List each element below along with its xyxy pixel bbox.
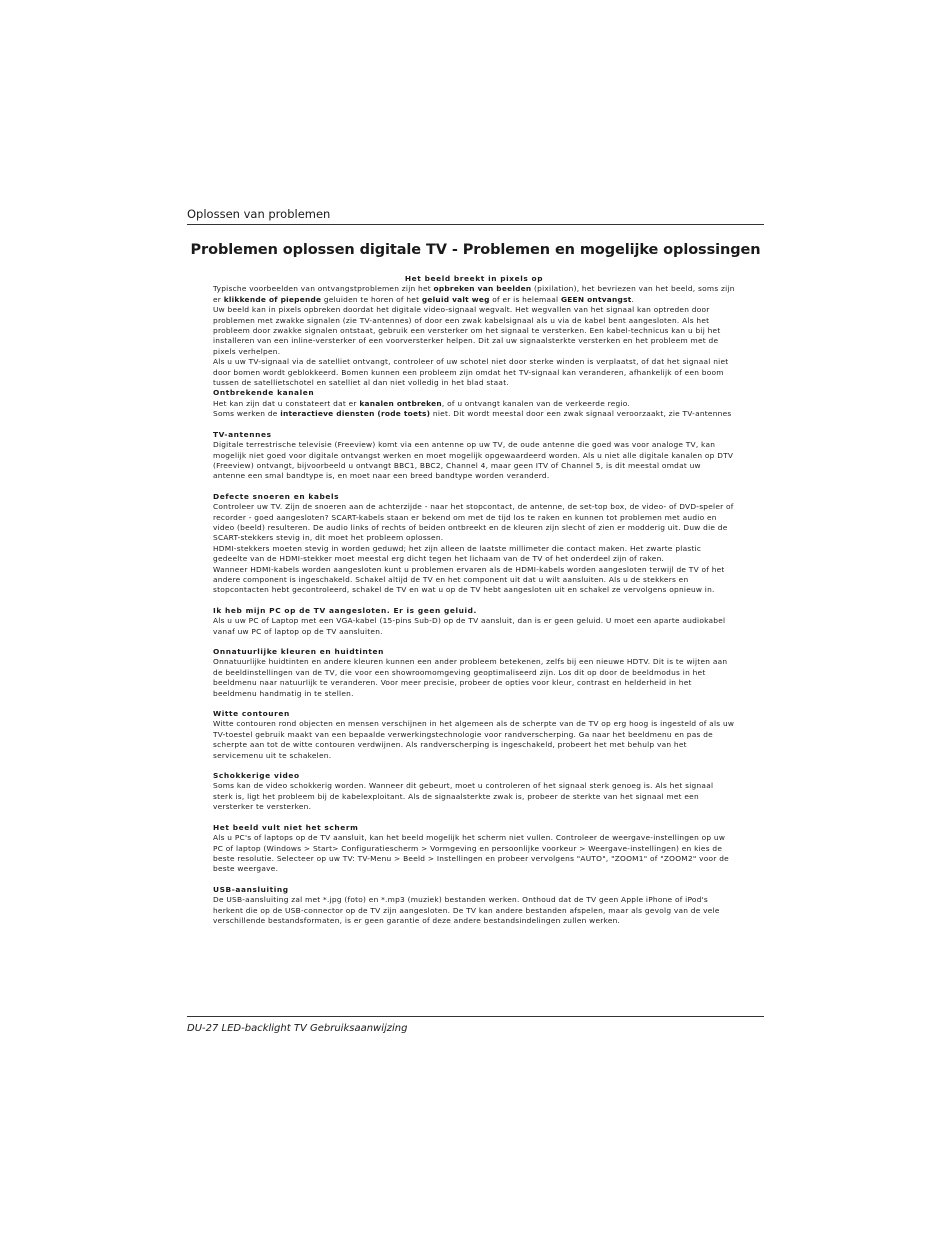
section-1 <box>213 430 735 482</box>
section-title: Defecte snoeren en kabels <box>213 491 340 501</box>
document-body <box>213 274 735 926</box>
section-paragraph: Als u PC's of laptops op de TV aansluit, kan het beeld mogelijk het scherm niet vullen. Controleer de weergave-instellingen op uw PC of laptop (Windows > Start> Configuratiescherm > Vormgeving en persoonlijke voorkeur > Weergave-instellingen) en kies de beste resolutie. Selecteer op uw TV: TV-Menu > Beeld > Instellingen en probeer vervolgens "AUTO", "ZOOM1" of "ZOOM2" voor de beste weergave. <box>213 833 729 874</box>
page-footer: DU-27 LED-backlight TV Gebruiksaanwijzing <box>187 1023 408 1034</box>
section-title: Onnatuurlijke kleuren en huidtinten <box>213 647 384 656</box>
section-title: Witte contouren <box>213 709 290 719</box>
section-paragraph: Als u uw PC of Laptop met een VGA-kabel (15-pins Sub-D) op de TV aansluit, dan is er geen geluid. U moet een aparte audiokabel vanaf uw PC of laptop op de TV aansluiten. <box>213 616 726 636</box>
section-title: USB-aansluiting <box>213 884 289 894</box>
sections-container <box>213 388 735 926</box>
section-paragraph: Soms kan de video schokkerig worden. Wanneer dit gebeurt, moet u controleren of het signaal sterk genoeg is. Als het signaal sterk is, ligt het probleem bij de kabelexploitant. Als de signaalsterkte zwak is, probeer de sterkte van het signaal met een versterker te versterken. <box>213 781 714 812</box>
section-7 <box>213 823 735 875</box>
footer-divider <box>187 1016 764 1017</box>
section-title: Schokkerige video <box>213 771 300 781</box>
section-6 <box>213 771 735 813</box>
intro-paragraph-1: Typische voorbeelden van ontvangstproblemen zijn het opbreken van beelden (pixilation), het bevriezen van het beeld, soms zijn er klikkende of piepende geluiden te horen of het geluid valt weg of er is helemaal GEEN ontvangst. <box>213 284 735 304</box>
section-title: TV-antennes <box>213 429 272 439</box>
section-title: Ontbrekende kanalen <box>213 388 315 398</box>
intro-paragraph-3: Als u uw TV-signaal via de satelliet ontvangt, controleer of uw schotel niet door sterke winden is verplaatst, of dat het signaal niet door bomen wordt geblokkeerd. Bomen kunnen een probleem zijn omdat het TV-signaal kan veranderen, afhankelijk of een boom tussen de satellietschotel en satelliet al dan niet volledig in het blad staat. <box>213 357 729 388</box>
page-title: Problemen oplossen digitale TV - Problemen en mogelijke oplossingen <box>190 242 761 258</box>
section-paragraph: Controleer uw TV. Zijn de snoeren aan de achterzijde - naar het stopcontact, de antenne, de set-top box, de video- of DVD-speler of recorder - goed aangesloten? SCART-kabels staan er bekend om met de tijd los te raken en kunnen tot problemen met audio en video (beeld) resulteren. De audio links of rechts of beiden ontbreekt en de kleuren zijn slecht of zien er modderig uit. Duw die de SCART-stekkers stevig in, dit moet het probleem oplossen. <box>213 502 734 543</box>
section-5 <box>213 709 735 761</box>
intro-heading: Het beeld breekt in pixels op <box>404 274 544 283</box>
section-4 <box>213 647 735 699</box>
section-title: Ik heb mijn PC op de TV aangesloten. Er is geen geluid. <box>213 605 477 615</box>
section-paragraph: De USB-aansluiting zal met *.jpg (foto) en *.mp3 (muziek) bestanden werken. Onthoud dat de TV geen Apple iPhone of iPod's herkent die op de USB-connector op de TV zijn aangesloten. De TV kan andere bestanden afspelen, maar als gevolg van de vele verschillende bestandsformaten, is er geen garantie of deze andere bestandsindelingen zullen werken. <box>213 895 720 925</box>
intro-paragraph-2: Uw beeld kan in pixels opbreken doordat het digitale video-signaal wegvalt. Het wegvallen van het signaal kan optreden door problemen met zwakke signalen (zie TV-antennes) of door een zwak kabelsignaal als u via de kabel bent aangesloten. Als het probleem door zwakke signalen ontstaat, gebruik een versterker om het signaal te versterken. Een kabel-technicus kan u bij het installeren van een inline-versterker of een voorversterker helpen. Dit zal uw signaalsterkte versterken en het probleem met de pixels verhelpen. <box>213 305 721 356</box>
running-header: Oplossen van problemen <box>187 207 331 221</box>
section-3 <box>213 606 735 637</box>
section-paragraph: Het kan zijn dat u constateert dat er kanalen ontbreken, of u ontvangt kanalen van de verkeerde regio. <box>213 398 631 408</box>
section-2 <box>213 492 735 596</box>
intro-section <box>213 274 735 388</box>
section-paragraph: HDMI-stekkers moeten stevig in worden geduwd; het zijn alleen de laatste millimeter die contact maken. Het zwarte plastic gedeelte van de HDMI-stekker moet meestal erg dicht tegen het lichaam van de TV of het onderdeel zijn of raken. <box>213 543 702 564</box>
section-paragraph: Digitale terrestrische televisie (Freeview) komt via een antenne op uw TV, de oude antenne die goed was voor analoge TV, kan mogelijk niet goed voor digitale ontvangst werken en moet mogelijk opgewaardeerd worden. Als u niet alle digitale kanalen op DTV (Freeview) ontvangt, bijvoorbeeld u ontvangt BBC1, BBC2, Channel 4, maar geen ITV of Channel 5, is dit meestal omdat uw antenne een smal bandtype is, en moet naar een breed bandtype worden veranderd. <box>213 440 734 481</box>
section-title: Het beeld vult niet het scherm <box>213 822 359 832</box>
section-paragraph: Onnatuurlijke huidtinten en andere kleuren kunnen een ander probleem betekenen, zelfs bij een nieuwe HDTV. Dit is te wijten aan de beeldinstellingen van de TV, die voor een showroomomgeving geoptimaliseerd zijn. Los dit op door de beeldmodus in het beeldmenu naar natuurlijk te veranderen. Voor meer precisie, probeer de opties voor kleur, contrast en helderheid in het beeldmenu handmatig in te stellen. <box>213 657 728 698</box>
section-paragraph: Witte contouren rond objecten en mensen verschijnen in het algemeen als de scherpte van de TV op erg hoog is ingesteld of als uw TV-toestel gebruik maakt van een bepaalde verwerkingstechnologie voor randverscherping. Ga naar het beeldmenu en pas de scherpte aan tot de witte contouren verdwijnen. Als randverscherping is ingeschakeld, probeert het met behulp van het servicemenu uit te schakelen. <box>213 719 735 760</box>
header-divider <box>187 224 764 225</box>
section-0 <box>213 388 735 419</box>
section-paragraph: Wanneer HDMI-kabels worden aangesloten kunt u problemen ervaren als de HDMI-kabels worden aangesloten terwijl de TV of het andere component is ingeschakeld. Schakel altijd de TV en het component uit dat u wilt aansluiten. Als u de stekkers en stopcontacten hebt gecontroleerd, schakel de TV en wat u op de TV hebt aangesloten uit en schakel ze vervolgens opnieuw in. <box>213 564 725 595</box>
section-8 <box>213 885 735 927</box>
section-paragraph: Soms werken de interactieve diensten (rode toets) niet. Dit wordt meestal door een zwak signaal veroorzaakt, zie TV-antennes <box>213 409 732 419</box>
